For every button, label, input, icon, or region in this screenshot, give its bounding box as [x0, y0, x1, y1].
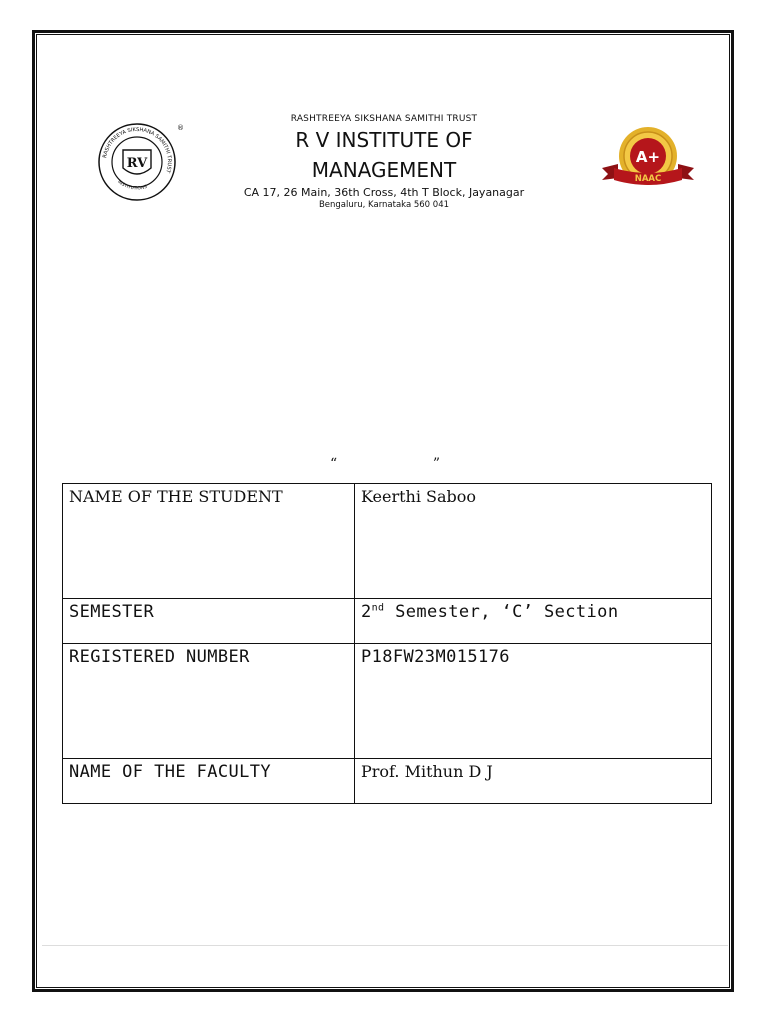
naac-grade: A+ [635, 148, 661, 166]
open-quote: “ [330, 456, 338, 472]
address-line2: Bengaluru, Karnataka 560 041 [318, 200, 450, 210]
letterhead [0, 114, 768, 210]
semester-value [355, 599, 712, 644]
semester-label: SEMESTER [63, 599, 355, 644]
student-info-table [62, 483, 712, 804]
rv-bottom-text: INSTITUTIONS [116, 179, 148, 192]
address-line1: CA 17, 26 Main, 36th Cross, 4th T Block, Jayanagar [243, 186, 525, 199]
table-row [63, 484, 712, 599]
semester-number: 2 [361, 602, 372, 622]
naac-label: NAAC [634, 174, 662, 184]
student-name-label: NAME OF THE STUDENT [63, 484, 355, 599]
svg-text:®: ® [177, 124, 183, 132]
trust-name: RASHTREEYA SIKSHANA SAMITHI TRUST [290, 114, 478, 124]
faculty-name-label: NAME OF THE FACULTY [63, 759, 355, 804]
semester-section: Semester, ‘C’ Section [384, 602, 619, 622]
table-row [63, 644, 712, 759]
registered-number-value: P18FW23M015176 [355, 644, 712, 759]
semester-ordinal: nd [371, 602, 385, 614]
empty-title-quotes [330, 456, 440, 472]
institute-name-line1: R V INSTITUTE OF [295, 128, 473, 152]
close-quote: ” [432, 456, 440, 472]
student-name-value: Keerthi Saboo [355, 484, 712, 599]
faculty-name-value: Prof. Mithun D J [355, 759, 712, 804]
rv-ring-text: RASHTREEYA SIKSHANA SAMITHI TRUST [102, 126, 173, 174]
table-row [63, 759, 712, 804]
rv-initials: RV [126, 156, 148, 171]
table-row [63, 599, 712, 644]
registered-number-label: REGISTERED NUMBER [63, 644, 355, 759]
footer-divider [42, 945, 728, 946]
institute-name-line2: MANAGEMENT [311, 158, 457, 182]
